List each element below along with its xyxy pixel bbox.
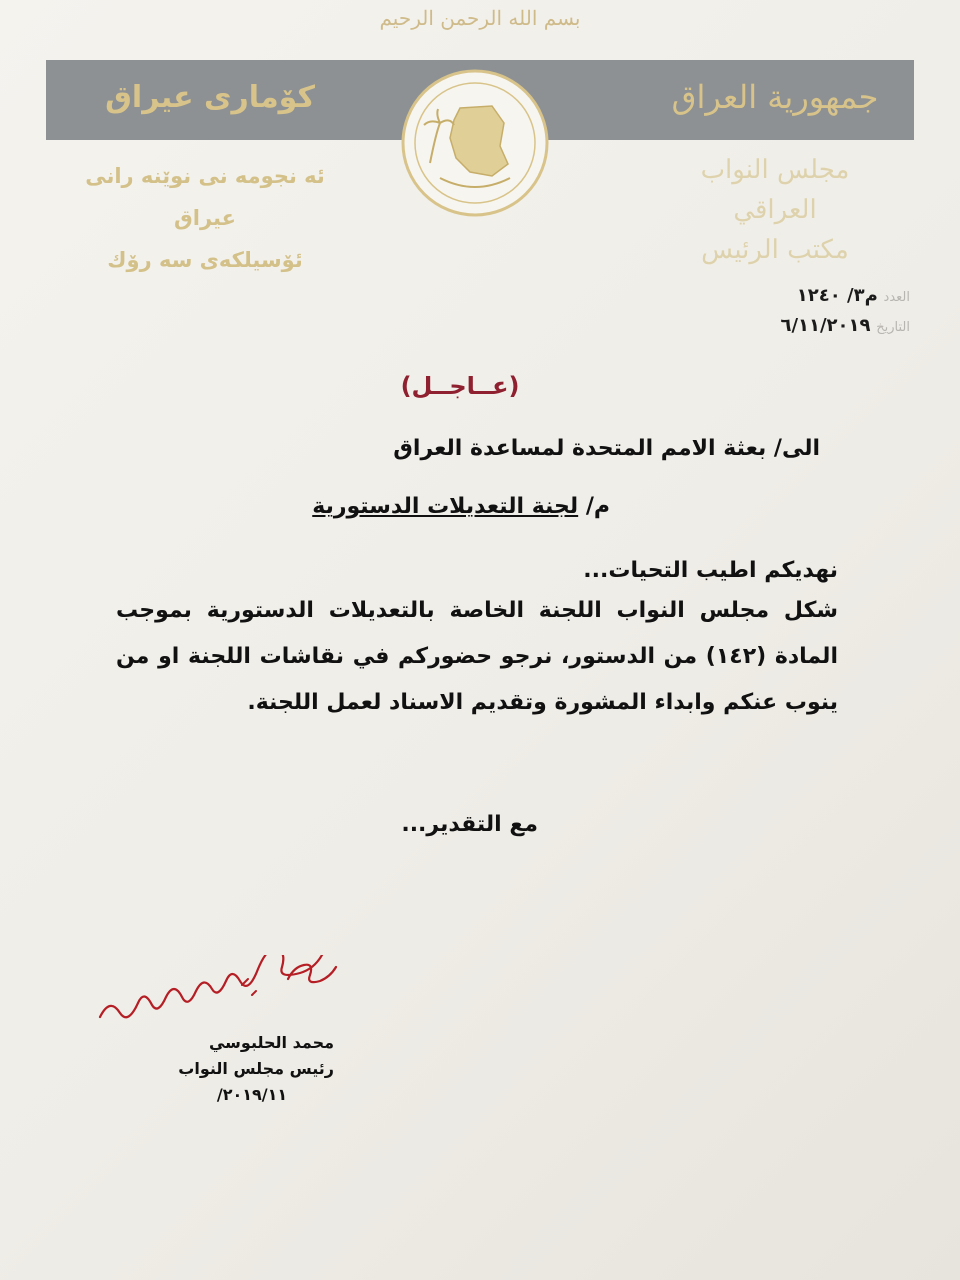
reference-date-value: ٦/١١/٢٠١٩: [780, 315, 871, 336]
kurdish-subtitle: [60, 155, 350, 281]
arabic-subtitle: [660, 150, 890, 270]
subject-prefix: م/: [578, 494, 610, 519]
reference-block: [700, 282, 910, 342]
arabic-subtitle-line-2: مكتب الرئيس: [701, 235, 849, 265]
reference-number-value: م٣/ ١٢٤٠: [796, 285, 878, 306]
arabic-title: جمهورية العراق: [671, 78, 879, 116]
greeting-line: نهديكم اطيب التحيات...: [583, 558, 838, 583]
signer-title: رئيس مجلس النواب: [178, 1059, 334, 1078]
reference-number-label: العدد: [883, 290, 910, 305]
kurdish-title: كۆمارى عيراق: [105, 80, 315, 115]
subject-text: لجنة التعديلات الدستورية: [312, 494, 579, 519]
letter-body: شكل مجلس النواب اللجنة الخاصة بالتعديلات الدستورية بموجب المادة (١٤٢) من الدستور، نرجو حضوركم في نقاشات اللجنة او من ينوب عنكم وابداء المشورة وتقديم الاسناد لعمل اللجنة.: [116, 598, 838, 715]
signer-block: [170, 1030, 334, 1108]
signer-name: محمد الحلبوسي: [208, 1033, 334, 1052]
recipient-line: الى/ بعثة الامم المتحدة لمساعدة العراق: [393, 436, 820, 461]
handwritten-signature-icon: [92, 955, 372, 1035]
reference-number: [700, 282, 910, 312]
regards-line: مع التقدير...: [401, 812, 538, 837]
kurdish-subtitle-line-1: ئه نجومه نى نوێنه رانى عيراق: [85, 164, 325, 230]
reference-date-label: التاريخ: [876, 320, 910, 335]
reference-date: [700, 312, 910, 342]
basmala: بسم الله الرحمن الرحيم: [379, 6, 581, 30]
arabic-subtitle-line-1: مجلس النواب العراقي: [700, 155, 850, 225]
urgent-label: (عــاجــل): [400, 372, 520, 400]
subject-line: [300, 494, 610, 519]
iraq-parliament-emblem-icon: [400, 68, 550, 218]
kurdish-subtitle-line-2: ئۆسيلكەى سە رۆك: [107, 248, 303, 272]
signer-date: ٢٠١٩/١١/: [216, 1085, 288, 1104]
